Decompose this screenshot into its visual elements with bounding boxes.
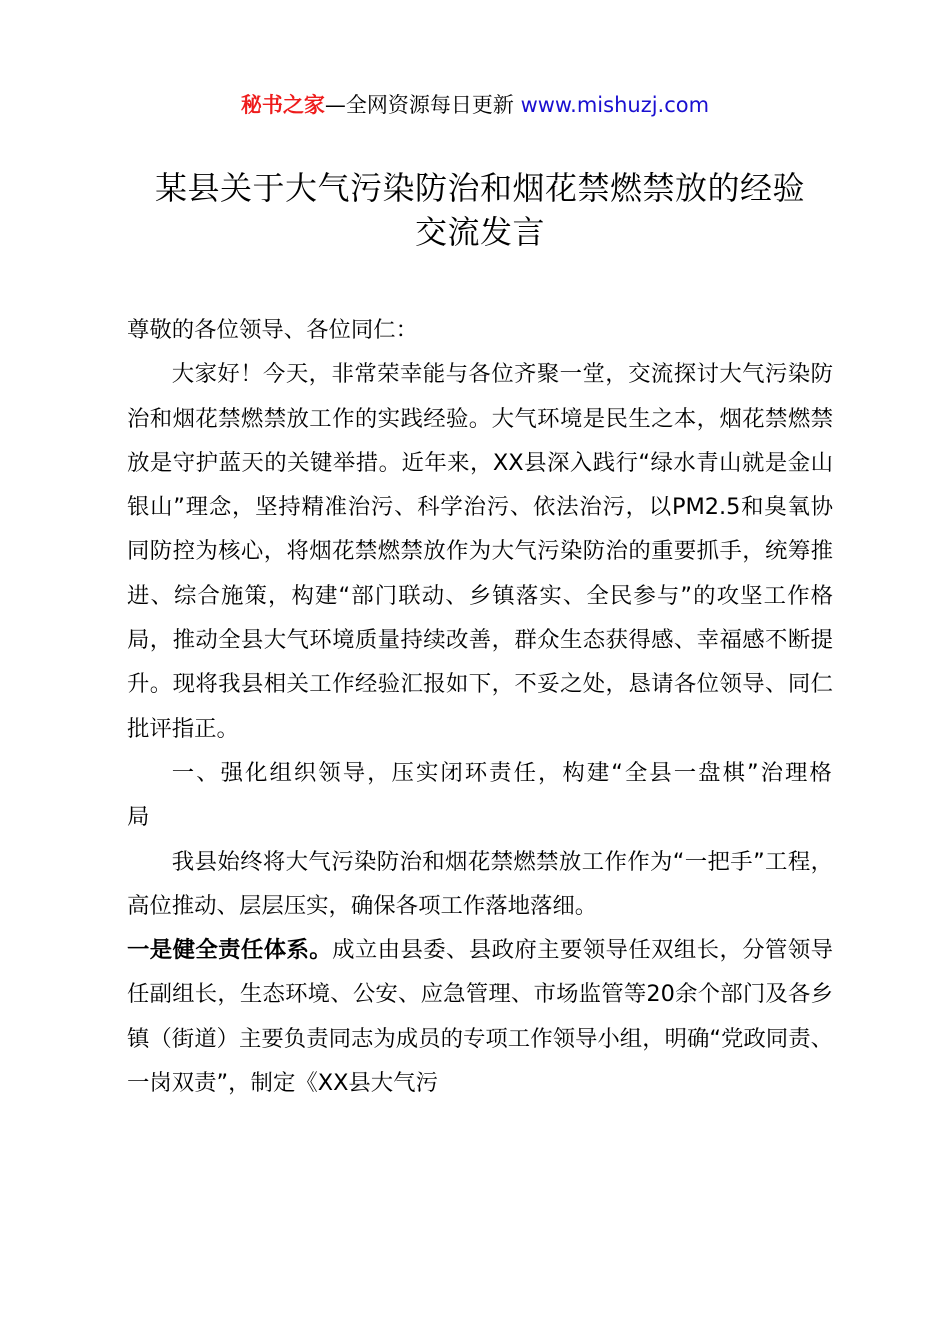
document-body xyxy=(127,308,833,1105)
paragraph-lead-phrase: 一是健全责任体系。 xyxy=(127,937,333,964)
document-title xyxy=(110,166,850,254)
salutation: 尊敬的各位领导、各位同仁： xyxy=(127,317,419,343)
section-1-paragraph-1: 我县始终将大气污染防治和烟花禁燃禁放工作作为“一把手”工程，高位推动、层层压实，确保各项工作落地落细。 xyxy=(127,848,833,919)
paragraph-text: 成立由县委、县政府主要领导任双组长，分管领导任副组长，生态环境、公安、应急管理、市场监管等20余个部门及各乡镇（街道）主要负责同志为成员的专项工作领导小组，明确“党政同责、一岗双责”，制定《XX县大气污 xyxy=(127,937,834,1097)
document-title-line-1: 某县关于大气污染防治和烟花禁燃禁放的经验 xyxy=(154,169,805,207)
header-slogan: —全网资源每日更新 xyxy=(324,93,521,117)
header-banner xyxy=(0,88,950,122)
site-url-link[interactable]: www.mishuzj.com xyxy=(520,93,710,117)
brand-name: 秘书之家 xyxy=(240,93,325,117)
intro-paragraph: 大家好！今天，非常荣幸能与各位齐聚一堂，交流探讨大气污染防治和烟花禁燃禁放工作的实践经验。大气环境是民生之本，烟花禁燃禁放是守护蓝天的关键举措。近年来，XX县深入践行“绿水青山就是金山银山”理念，坚持精准治污、科学治污、依法治污，以PM2.5和臭氧协同防控为核心，将烟花禁燃禁放作为大气污染防治的重要抓手，统筹推进、综合施策，构建“部门联动、乡镇落实、全民参与”的攻坚工作格局，推动全县大气环境质量持续改善，群众生态获得感、幸福感不断提升。现将我县相关工作经验汇报如下，不妥之处，恳请各位领导、同仁批评指正。 xyxy=(127,361,833,742)
section-1-paragraph-2 xyxy=(127,928,833,1105)
document-title-line-2: 交流发言 xyxy=(414,213,545,251)
section-1-heading: 一、强化组织领导，压实闭环责任，构建“全县一盘棋”治理格局 xyxy=(127,759,833,831)
